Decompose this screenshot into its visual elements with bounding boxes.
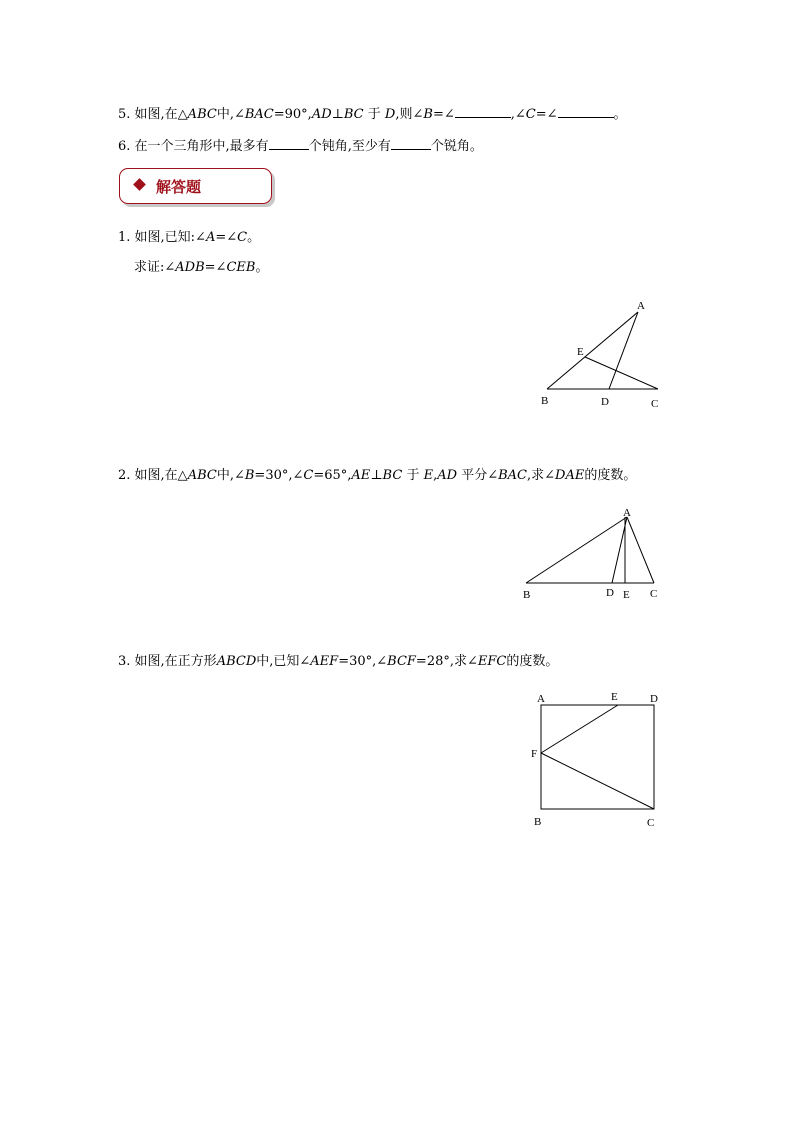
p1-text: 。 <box>247 230 261 245</box>
label-a: A <box>623 507 631 519</box>
answer-blank[interactable] <box>391 135 431 150</box>
label-d: D <box>650 693 658 705</box>
p3-text: =30°,∠ <box>338 654 388 669</box>
answer-blank[interactable] <box>269 135 309 150</box>
p2-text: ,求∠ <box>526 468 556 483</box>
p2-segment: AD <box>437 468 458 483</box>
problem-2 <box>118 467 636 485</box>
q5-angle: BAC <box>244 107 274 122</box>
p1-angle: ADB <box>175 260 205 275</box>
problem-1-proof <box>134 259 268 277</box>
p2-segment: AE <box>351 468 371 483</box>
perp-symbol: ⊥ <box>370 468 383 483</box>
p2-text: 于 <box>406 468 420 483</box>
answer-blank[interactable] <box>455 103 511 118</box>
label-b: B <box>541 395 549 407</box>
p1-text: =∠ <box>204 260 227 275</box>
section-title: 解答题 <box>156 178 202 196</box>
question-number: 1. <box>118 230 131 245</box>
question-6 <box>118 135 483 156</box>
p2-angle: DAE <box>555 468 585 483</box>
figure-3 <box>525 685 675 835</box>
problem-1 <box>118 229 260 247</box>
q5-angle: C <box>525 107 536 122</box>
question-number: 5. <box>118 107 131 122</box>
q5-text: 中,∠ <box>216 107 245 122</box>
p1-text: 如图,已知:∠ <box>134 230 206 245</box>
label-e: E <box>623 589 630 601</box>
question-number: 2. <box>118 468 131 483</box>
q6-text: 在一个三角形中,最多有 <box>134 139 269 154</box>
q5-text: 。 <box>613 107 627 122</box>
q5-segment: BC <box>343 107 364 122</box>
q5-text: ,∠ <box>510 107 526 122</box>
p2-angle: B <box>244 468 255 483</box>
p1-text: 求证:∠ <box>134 260 176 275</box>
p2-triangle: ABC <box>187 468 217 483</box>
p2-point: E <box>423 468 434 483</box>
label-b: B <box>534 816 542 828</box>
p3-text: 的度数。 <box>506 654 559 669</box>
q5-text: 于 <box>367 107 381 122</box>
p3-text: =28°,求∠ <box>415 654 478 669</box>
label-e: E <box>611 691 618 703</box>
q6-text: 个钝角,至少有 <box>308 139 391 154</box>
p1-text: 。 <box>255 260 269 275</box>
question-number: 6. <box>118 139 131 154</box>
diamond-icon <box>133 178 146 191</box>
q5-text: 如图,在 <box>134 107 178 122</box>
segment-ec <box>585 357 658 389</box>
problem-3 <box>118 653 558 671</box>
label-c: C <box>650 588 658 600</box>
p3-text: 中,已知∠ <box>256 654 311 669</box>
label-e: E <box>577 346 584 358</box>
p1-angle: CEB <box>226 260 256 275</box>
p2-text: =30°,∠ <box>254 468 304 483</box>
label-f: F <box>531 748 538 760</box>
q5-point: D <box>384 107 396 122</box>
square-abcd <box>541 705 654 809</box>
p2-segment: BC <box>382 468 403 483</box>
segment-ba <box>526 517 627 583</box>
p1-angle: A <box>205 230 216 245</box>
answer-blank[interactable] <box>558 103 614 118</box>
p2-text: , <box>433 468 438 483</box>
p3-angle: AEF <box>310 654 339 669</box>
segment-ad <box>609 312 638 389</box>
p2-text: 如图,在△ <box>134 468 188 483</box>
figure-2 <box>515 500 675 610</box>
perp-symbol: ⊥ <box>331 107 344 122</box>
q5-text: =∠ <box>432 107 455 122</box>
label-c: C <box>647 817 655 829</box>
label-b: B <box>523 589 531 601</box>
segment-ac <box>627 517 654 583</box>
label-d: D <box>601 396 609 408</box>
label-a: A <box>537 693 545 705</box>
q5-text: ,则∠ <box>395 107 424 122</box>
q5-triangle: △ABC <box>177 107 217 122</box>
p2-angle: C <box>303 468 314 483</box>
p2-text: =65°, <box>313 468 352 483</box>
p3-angle: EFC <box>477 654 507 669</box>
q5-text: =∠ <box>535 107 558 122</box>
segment-ba <box>547 312 638 389</box>
p1-angle: C <box>237 230 248 245</box>
p2-text: 的度数。 <box>584 468 637 483</box>
figure-1 <box>530 295 680 420</box>
label-c: C <box>651 398 659 410</box>
p2-text: 平分∠ <box>461 468 499 483</box>
q5-segment: AD <box>311 107 332 122</box>
question-5 <box>118 103 627 124</box>
section-header <box>119 168 272 204</box>
p2-text: 中,∠ <box>216 468 245 483</box>
p3-square: ABCD <box>216 654 257 669</box>
label-d: D <box>606 587 614 599</box>
question-number: 3. <box>118 654 131 669</box>
p2-angle: BAC <box>498 468 527 483</box>
segment-fc <box>541 753 654 809</box>
p1-text: =∠ <box>215 230 238 245</box>
label-a: A <box>637 300 645 312</box>
q6-text: 个锐角。 <box>430 139 483 154</box>
q5-text: =90°, <box>273 107 312 122</box>
p3-text: 如图,在正方形 <box>134 654 217 669</box>
segment-fe <box>541 705 618 753</box>
p3-angle: BCF <box>387 654 416 669</box>
q5-angle: B <box>423 107 433 122</box>
